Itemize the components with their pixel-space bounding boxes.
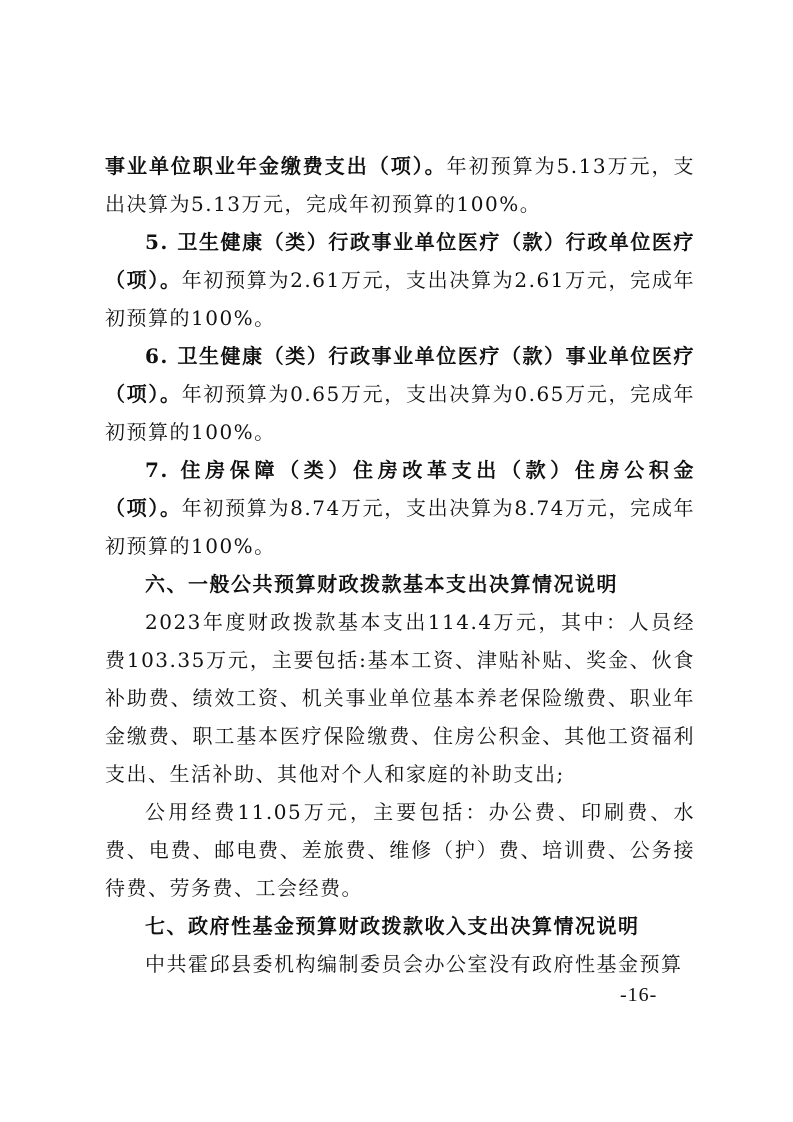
paragraph-heading: 7. 住房保障（类）住房改革支出（款）住房公积金（项）。 <box>105 458 695 520</box>
paragraph-text: 年初预算为2.61万元，支出决算为2.61万元，完成年初预算的100%。 <box>105 268 696 330</box>
paragraph-item-6 <box>105 337 695 451</box>
section-7-paragraph-1: 中共霍邱县委机构编制委员会办公室没有政府性基金预算 <box>145 952 683 976</box>
paragraph-text: 年初预算为5.13万元，支出决算为5.13万元，完成年初预算的100%。 <box>105 154 696 216</box>
paragraph-text: 年初预算为0.65万元，支出决算为0.65万元，完成年初预算的100%。 <box>105 382 696 444</box>
section-6-heading: 六、一般公共预算财政拨款基本支出决算情况说明 <box>145 572 618 596</box>
page-number: -16- <box>620 984 658 1006</box>
paragraph-item-5 <box>105 223 695 337</box>
paragraph-text: 年初预算为8.74万元，支出决算为8.74万元，完成年初预算的100%。 <box>105 496 696 558</box>
section-6-paragraph-2: 公用经费11.05万元，主要包括：办公费、印刷费、水费、电费、邮电费、差旅费、维修（护）费、培训费、公务接待费、劳务费、工会经费。 <box>105 800 695 900</box>
paragraph-pension-expense <box>105 147 695 223</box>
paragraph-heading: 5. 卫生健康（类）行政事业单位医疗（款）行政单位医疗（项）。 <box>105 230 695 292</box>
paragraph-item-7 <box>105 451 695 565</box>
paragraph-heading: 事业单位职业年金缴费支出（项）。 <box>105 154 447 178</box>
section-6-paragraph-1: 2023年度财政拨款基本支出114.4万元，其中：人员经费103.35万元，主要包括:基本工资、津贴补贴、奖金、伙食补助费、绩效工资、机关事业单位基本养老保险缴费、职业年金缴费、职工基本医疗保险缴费、住房公积金、其他工资福利支出、生活补助、其他对个人和家庭的补助支出; <box>105 610 695 786</box>
section-7-heading: 七、政府性基金预算财政拨款收入支出决算情况说明 <box>145 914 640 938</box>
paragraph-heading: 6. 卫生健康（类）行政事业单位医疗（款）事业单位医疗（项）。 <box>105 344 695 406</box>
